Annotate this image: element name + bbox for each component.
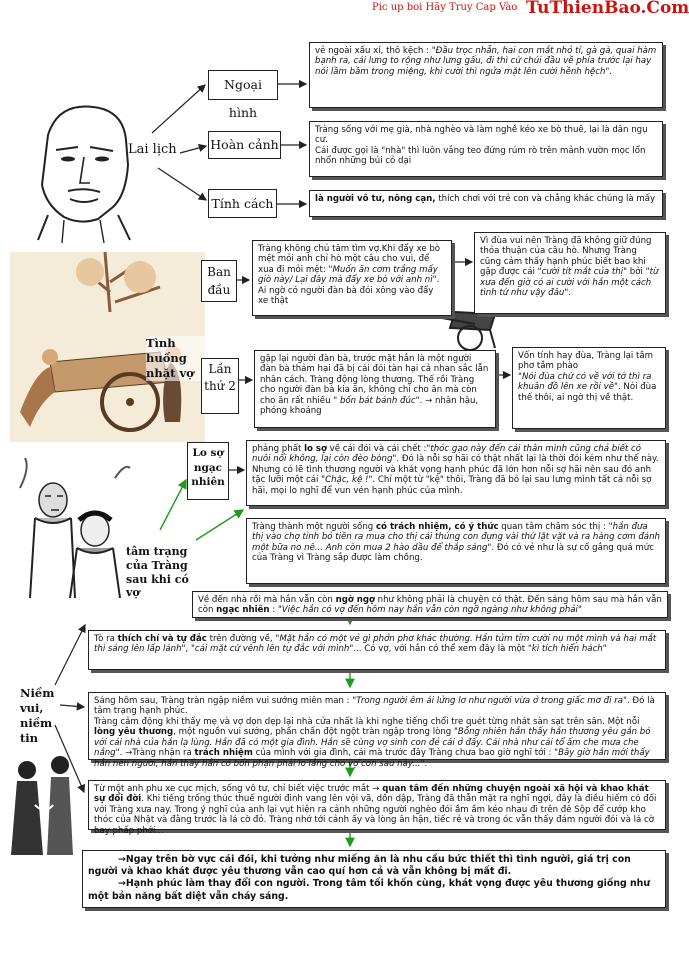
tinh-cach-bold: là người vô tư, nông cạn, xyxy=(315,194,436,204)
niem-vui-2-bold-2: trách nhiệm xyxy=(194,748,253,759)
lan-thu-2-text-a: gặp lại người đàn bà, trước mặt hắn là một người đàn bà thảm hại đã bị cái đói tàn hại cả nhan sắc lẫn nhân cách. Tràng động lòng thương. Thế rồi Tràng cho người đàn bà kia ăn, không chỉ cho ăn mà còn cho ăn rất nhiều xyxy=(260,354,489,406)
conclusion-line-1: →Ngay trên bờ vực cái đói, khi tưởng như miếng ăn là nhu cầu bức thiết thì tình người, giá trị con người và khao khát được yêu thương vẫn cao quí hơn cả và vẫn không bị mất đi. xyxy=(88,854,631,878)
ban-dau-quote: "Muốn ăn cơm trắng mấy giò này/ Lại đây mà đẩy xe bò với anh nì" xyxy=(258,264,438,286)
lan-thu-2-box xyxy=(254,350,496,428)
trach-nhiem-quote: "hắn đưa thị vào chợ tỉnh bỏ tiền ra mua cho thị cái thúng con đựng vài thứ lặt vặt và ra hàng cơm đánh một bữa no nê... Anh còn mua 2 hào dầu để thắp sáng" xyxy=(252,522,660,553)
niem-vui-2-text-b: . Đó là tâm trạng hạnh phúc. xyxy=(94,696,655,717)
lo-so-text-b: về cái đói và cái chết : xyxy=(326,444,427,454)
lan-thu-2-text-b: . → nhân hậu, phóng khoáng xyxy=(260,395,479,417)
tam-trang-label: tâm trạng của Tràng sau khi có vợ xyxy=(126,545,189,600)
ngoai-hinh-box xyxy=(309,42,663,108)
hoan-canh-label: Hoàn cảnh xyxy=(208,131,281,159)
ngoai-hinh-quote: "Đầu trọc nhẵn, hai con mắt nhỏ tí, gà gà, quai hàm bạnh ra, cái lưng to rộng như lưng gấu, đi thì cứ chúi đầu về phía trước lại hay nói lầm bầm trong miệng, khi cười thì ngửa mặt lên cười hềnh hệch". xyxy=(315,46,657,77)
lan-thu-2-quote: " bốn bát bánh đúc" xyxy=(333,395,420,406)
niem-vui-2-text-c: Tràng cảm động khi thấy mẹ và vợ dọn dẹp lại nhà cửa nhất là khi nghe tiếng chổi tre quét từng nhát sàn sạt trên sân. Một nỗi xyxy=(94,716,640,727)
niem-vui-2-text-a: Sáng hôm sau, Tràng tràn ngập niềm vui sướng miên man : xyxy=(94,696,353,706)
ngoai-hinh-text: vẻ ngoài xấu xí, thô kệch : xyxy=(315,46,432,56)
lo-so-quote: "thóc gạo này đến cái thân mình cũng chả biết có nuôi nổi không, lại còn đèo bòng" xyxy=(252,444,641,465)
niem-vui-1-quote-3: "kì tích hiển hách" xyxy=(527,644,607,655)
hoan-canh-box xyxy=(309,121,663,177)
ngo-ngac-box xyxy=(192,591,668,618)
ban-dau-right-text-a: Vì đùa vui nên Tràng đã không giữ đúng thỏa thuận của câu hò. Nhưng Tràng cũng cảm thấy hạnh phúc biết bao khi gặp được cái xyxy=(480,236,652,278)
niem-vui-box-3 xyxy=(88,780,666,836)
conclusion-box xyxy=(82,850,666,908)
ngo-ngac-bold: ngờ ngợ xyxy=(335,595,375,605)
ban-dau-right-text-b: bởi xyxy=(627,267,646,278)
ban-dau-right-text-c: . xyxy=(568,288,572,299)
trach-nhiem-bold: có trách nhiệm, có ý thức xyxy=(375,522,499,532)
tinh-cach-text: thích chơi với trẻ con và chẳng khác chúng là mấy xyxy=(435,194,656,204)
niem-vui-1-text-d: ... Có vợ, với hắn có thể xem đây là một xyxy=(353,644,528,655)
ban-dau-right-quote-2: "từ xưa đến giờ có ai cười với hắn một cách tình tứ như vậy đâu" xyxy=(480,267,659,299)
lo-so-text-c: . Đó là nỗi sợ hãi có thật nhất lại là thời đói kém như thế này. Nhưng có lẽ tình thương người và khát vọng hạnh phúc đã lớn hơn nỗi sợ hãi nên sau đó anh tặc lưỡi một cái xyxy=(252,454,659,486)
niem-vui-3-text-b: . Khi tiếng trống thúc thuế người đinh vang lên vội vã, dồn dập, Tràng đã thẫn mặt ra nghĩ ngợi, đây là điều hiếm có đối với Tràng xưa nay. Trong ý nghĩ của anh lại vụt hiện ra cảnh những người nghèo đói ầm ầm kéo nhau đi trên đê Sộp để cướp kho thóc của Nhật và đằng trước là lá cờ đỏ. Tràng nhớ tới cảnh ấy và lòng ân hận, tiếc rẻ và trong óc vẫn thấy đám người đói và lá cờ bay phấp phới... xyxy=(94,794,657,836)
couple-illustration xyxy=(15,458,135,598)
lo-so-quote-2: "Chậc, kệ !" xyxy=(321,475,373,486)
niem-vui-3-text-a: Từ một anh phu xe cục mịch, sống vô tư, chỉ biết việc trước mắt → xyxy=(94,784,383,794)
niem-vui-3-bold: quan tâm đến những chuyện ngoài xã hội và khao khát sự đổi đời xyxy=(94,784,649,805)
ngo-ngac-text-b: như không phải là chuyện có thật. Đến sáng hôm sau mà hắn vẫn còn xyxy=(198,595,662,616)
lan-thu-2-right-quote: "Nói đùa chứ có về với tớ thì ra khuân đồ lên xe rồi về" xyxy=(518,371,652,393)
niem-vui-2-text-e: . →Tràng nhận ra xyxy=(119,748,195,759)
niem-vui-1-quote: "Mặt hắn có một vẻ gì phởn phơ khác thường. Hắn tủm tỉm cười nụ một mình và hai mắt thì sáng lên lấp lánh" xyxy=(94,634,657,655)
ban-dau-label: Ban đầu xyxy=(201,260,237,302)
conclusion-line-2: →Hạnh phúc làm thay đổi con người. Trong tâm tối khốn cùng, khát vọng được yêu thương giống như một bản năng bất diệt vẫn cháy sáng. xyxy=(88,878,651,902)
niem-vui-2-text-g: . xyxy=(424,758,428,769)
tinh-cach-label: Tính cách xyxy=(208,189,277,218)
ngo-ngac-bold-2: ngạc nhiên xyxy=(216,605,270,616)
lo-so-ngac-nhien-label: Lo sợ ngạc nhiên xyxy=(187,442,229,500)
lan-thu-2-right-box xyxy=(512,347,666,429)
lo-so-text-d: . Chỉ một từ "kệ" thôi, Tràng đã bỏ lại sau lưng mình tất cả nỗi sợ hãi, mọi lo nghĩ để vun vén hạnh phúc của mình. xyxy=(252,475,652,496)
niem-vui-2-text-d: , một nguồn vui sướng, phấn chấn đột ngột tràn ngập trong lòng xyxy=(173,727,454,738)
niem-vui-1-quote-2: "cái mặt cứ vênh lên tự đắc với mình" xyxy=(190,644,354,655)
trach-nhiem-text-b: quan tâm chăm sóc thị : xyxy=(498,522,609,532)
header-pic-text: Pic up boi Hãy Truy Cap Vào xyxy=(372,2,518,13)
trach-nhiem-box xyxy=(246,518,666,584)
niem-vui-label: Niềm vui, niềm tin xyxy=(20,686,55,745)
niem-vui-1-text-b: trên đường về, xyxy=(206,634,276,644)
ban-dau-box xyxy=(252,240,452,316)
niem-vui-2-quote-3: "Bây giờ hắn mới thấy hắn nên người, hắn thấy hắn có bổn phận phải lo lắng cho vợ con sau này..." xyxy=(94,748,650,769)
hoan-canh-line2: Cái được gọi là "nhà" thì luôn vắng teo đứng rúm rò trên mảnh vườn mọc lổn nhổn những búi cỏ dại xyxy=(315,145,646,167)
ban-dau-right-quote-1: "cười tít mắt của thị" xyxy=(537,267,628,278)
niem-vui-2-quote-2: "Bỗng nhiên hắn thấy hắn thương yêu gắn bó với cái nhà của hắn lạ lùng. Hắn đã có một gia đình. Hắn sẽ cùng vợ sinh con đẻ cái ở đấy. Cái nhà như cái tổ ấm che mưa che nắng" xyxy=(94,727,651,759)
hoan-canh-line1: Tràng sống với mẹ già, nhà nghèo và làm nghề kéo xe bò thuê, lại là dân ngụ cư. xyxy=(315,125,648,146)
lan-thu-2-right-text-a: Vốn tính hay đùa, Tràng lại tầm phơ tầm phào xyxy=(518,351,654,372)
tinh-huong-label: Tình huống nhặt vợ xyxy=(146,336,208,381)
lo-so-bold: lo sợ xyxy=(304,444,327,454)
tinh-cach-box xyxy=(309,190,663,217)
niem-vui-1-text-a: Tò ra xyxy=(94,634,118,644)
niem-vui-box-1 xyxy=(88,630,666,670)
niem-vui-1-bold: thích chí và tự đắc xyxy=(117,634,207,644)
lan-thu-2-right-text-b: . Nói đùa thế thôi, ai ngờ thị về thật. xyxy=(518,382,657,403)
ban-dau-text-a: Tràng không chủ tâm tìm vợ.Khi đẩy xe bò mệt mỏi anh chỉ hò một câu cho vui, để xua đi mỏi mệt: xyxy=(258,244,441,275)
trach-nhiem-text-c: . Đó có vẻ như là sự cố gắng quá mức của Tràng vì Tràng sắp được làm chồng. xyxy=(252,542,654,564)
trach-nhiem-text-a: Tràng thành một người sống xyxy=(252,522,376,532)
ngoai-hinh-label: Ngoại hình xyxy=(208,70,278,100)
niem-vui-2-text-f: của mình với gia đình, cái mà trước đây Tràng chưa bao giờ nghĩ tới : xyxy=(252,748,555,759)
ngo-ngac-text-c: : xyxy=(269,605,278,616)
family-illustration xyxy=(5,745,80,860)
header-site: TuThienBao.Com xyxy=(526,0,689,18)
niem-vui-2-quote: "Trong người êm ái lửng lơ như người vừa ở trong giấc mơ đi ra" xyxy=(352,696,627,706)
ban-dau-text-b: . Ai ngờ có người đàn bà đói xông vào đẩy xe thật xyxy=(258,275,440,307)
niem-vui-2-bold: lòng yêu thương xyxy=(94,727,174,738)
niem-vui-1-text-c: , xyxy=(185,644,191,655)
lan-thu-2-label: Lần thứ 2 xyxy=(201,358,239,414)
niem-vui-box-2 xyxy=(88,692,666,769)
ban-dau-right-box xyxy=(474,232,666,314)
lo-so-text-a: phảng phất xyxy=(252,444,305,454)
portrait-illustration xyxy=(18,95,138,245)
lai-lich-label: Lai lịch xyxy=(128,142,177,157)
lo-so-box xyxy=(246,440,666,506)
ngo-ngac-text-a: Về đến nhà rồi mà hắn vẫn còn xyxy=(198,595,336,605)
ngo-ngac-quote: "Việc hắn có vợ đến hôm nay hắn vẫn còn ngỡ ngàng như không phải" xyxy=(277,605,582,616)
